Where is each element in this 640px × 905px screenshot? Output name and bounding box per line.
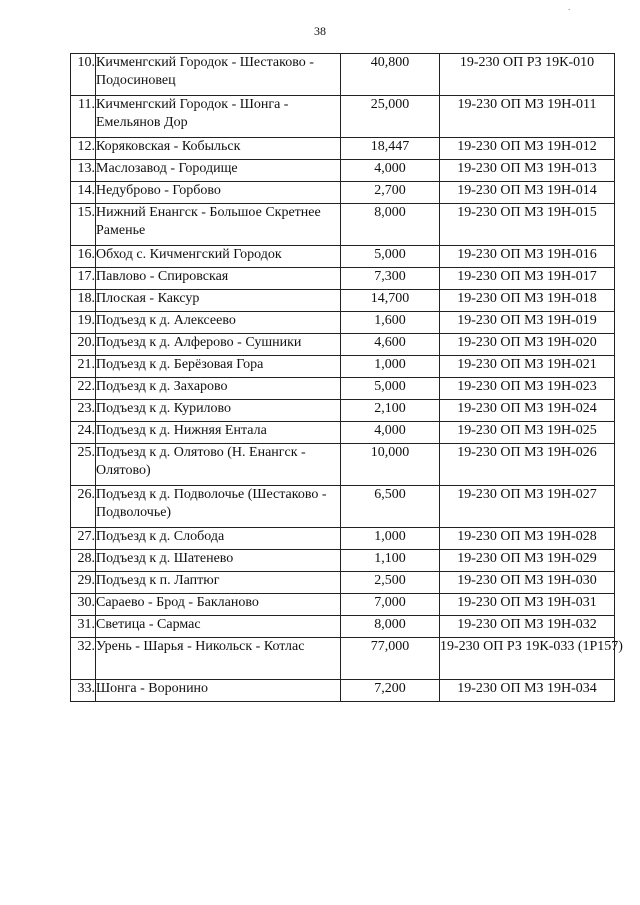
road-code-text: 19-230 ОП МЗ 19Н-030 bbox=[457, 573, 597, 588]
road-name: Нижний Енангск - Большое Скретнее Раменье bbox=[96, 204, 341, 246]
road-code bbox=[440, 138, 615, 160]
table-row bbox=[71, 638, 615, 680]
road-code-text: 19-230 ОП МЗ 19Н-011 bbox=[457, 97, 597, 112]
road-name: Плоская - Каксур bbox=[96, 290, 341, 312]
table-row bbox=[71, 444, 615, 486]
road-length: 1,600 bbox=[341, 312, 440, 334]
road-code-text: 19-230 ОП РЗ 19К-010 bbox=[459, 55, 595, 70]
row-number: 19. bbox=[71, 312, 96, 334]
row-number: 26. bbox=[71, 486, 96, 528]
road-code bbox=[440, 246, 615, 268]
road-code bbox=[440, 290, 615, 312]
road-length: 7,300 bbox=[341, 268, 440, 290]
road-code-text: 19-230 ОП МЗ 19Н-015 bbox=[457, 205, 597, 220]
table-row bbox=[71, 378, 615, 400]
table-row bbox=[71, 290, 615, 312]
road-code bbox=[440, 444, 615, 486]
road-code bbox=[440, 268, 615, 290]
row-number: 30. bbox=[71, 594, 96, 616]
road-code bbox=[440, 96, 615, 138]
road-code-text: 19-230 ОП МЗ 19Н-024 bbox=[457, 401, 597, 416]
road-code-text: 19-230 ОП МЗ 19Н-019 bbox=[457, 313, 597, 328]
table-row bbox=[71, 312, 615, 334]
road-code-text: 19-230 ОП МЗ 19Н-034 bbox=[457, 681, 597, 696]
road-length: 7,200 bbox=[341, 680, 440, 702]
table-row bbox=[71, 616, 615, 638]
row-number: 24. bbox=[71, 422, 96, 444]
row-number: 21. bbox=[71, 356, 96, 378]
road-code-text: 19-230 ОП МЗ 19Н-027 bbox=[457, 487, 597, 502]
road-length: 2,100 bbox=[341, 400, 440, 422]
road-code-text: 19-230 ОП МЗ 19Н-021 bbox=[457, 357, 597, 372]
road-name: Недуброво - Горбово bbox=[96, 182, 341, 204]
table-row bbox=[71, 54, 615, 96]
road-name: Светица - Сармас bbox=[96, 616, 341, 638]
road-length: 4,600 bbox=[341, 334, 440, 356]
row-number: 17. bbox=[71, 268, 96, 290]
road-length: 1,000 bbox=[341, 356, 440, 378]
road-name: Кичменгский Городок - Шонга - Емельянов Дор bbox=[96, 96, 341, 138]
road-length: 8,000 bbox=[341, 616, 440, 638]
road-code bbox=[440, 356, 615, 378]
road-name: Подъезд к д. Берёзовая Гора bbox=[96, 356, 341, 378]
road-code-text: 19-230 ОП МЗ 19Н-025 bbox=[457, 423, 597, 438]
road-length: 25,000 bbox=[341, 96, 440, 138]
row-number: 28. bbox=[71, 550, 96, 572]
road-code bbox=[440, 638, 623, 680]
row-number: 22. bbox=[71, 378, 96, 400]
road-code-text: 19-230 ОП МЗ 19Н-026 bbox=[457, 445, 597, 460]
road-length: 5,000 bbox=[341, 378, 440, 400]
road-name: Подъезд к д. Алферово - Сушники bbox=[96, 334, 341, 356]
road-code bbox=[440, 160, 615, 182]
table-row bbox=[71, 138, 615, 160]
row-number: 16. bbox=[71, 246, 96, 268]
road-code-text: 19-230 ОП МЗ 19Н-013 bbox=[457, 161, 597, 176]
road-length: 5,000 bbox=[341, 246, 440, 268]
road-name: Коряковская - Кобыльск bbox=[96, 138, 341, 160]
road-name: Подъезд к д. Захарово bbox=[96, 378, 341, 400]
road-code bbox=[440, 182, 615, 204]
table-row bbox=[71, 486, 615, 528]
row-number: 29. bbox=[71, 572, 96, 594]
road-length: 4,000 bbox=[341, 160, 440, 182]
road-code bbox=[440, 528, 615, 550]
road-name: Подъезд к д. Олятово (Н. Енангск - Олятово) bbox=[96, 444, 341, 486]
road-name: Урень - Шарья - Никольск - Котлас bbox=[96, 638, 341, 680]
road-length: 2,700 bbox=[341, 182, 440, 204]
table-row bbox=[71, 356, 615, 378]
road-length: 14,700 bbox=[341, 290, 440, 312]
road-code bbox=[440, 594, 615, 616]
road-register-table bbox=[70, 53, 623, 702]
row-number: 18. bbox=[71, 290, 96, 312]
road-name: Маслозавод - Городище bbox=[96, 160, 341, 182]
row-number: 32. bbox=[71, 638, 96, 680]
road-code-text: 19-230 ОП МЗ 19Н-032 bbox=[457, 617, 597, 632]
road-length: 40,800 bbox=[341, 54, 440, 96]
row-number: 12. bbox=[71, 138, 96, 160]
table-row bbox=[71, 334, 615, 356]
road-name: Подъезд к д. Алексеево bbox=[96, 312, 341, 334]
road-name: Подъезд к д. Шатенево bbox=[96, 550, 341, 572]
road-code bbox=[440, 312, 615, 334]
road-code-text: 19-230 ОП МЗ 19Н-029 bbox=[457, 551, 597, 566]
table-row bbox=[71, 550, 615, 572]
row-number: 25. bbox=[71, 444, 96, 486]
table-row bbox=[71, 246, 615, 268]
table-row bbox=[71, 268, 615, 290]
road-code bbox=[440, 400, 615, 422]
row-number: 10. bbox=[71, 54, 96, 96]
road-code bbox=[440, 616, 615, 638]
table-row bbox=[71, 680, 615, 702]
road-code-text: 19-230 ОП МЗ 19Н-023 bbox=[457, 379, 597, 394]
table-row bbox=[71, 528, 615, 550]
road-length: 18,447 bbox=[341, 138, 440, 160]
table-row bbox=[71, 400, 615, 422]
road-code bbox=[440, 486, 615, 528]
row-number: 31. bbox=[71, 616, 96, 638]
road-length: 6,500 bbox=[341, 486, 440, 528]
road-name: Обход с. Кичменгский Городок bbox=[96, 246, 341, 268]
row-number: 15. bbox=[71, 204, 96, 246]
road-code-text: 19-230 ОП МЗ 19Н-028 bbox=[457, 529, 597, 544]
road-length: 10,000 bbox=[341, 444, 440, 486]
row-number: 27. bbox=[71, 528, 96, 550]
row-number: 20. bbox=[71, 334, 96, 356]
road-name: Павлово - Спировская bbox=[96, 268, 341, 290]
road-code bbox=[440, 680, 615, 702]
road-length: 1,100 bbox=[341, 550, 440, 572]
road-code-text: 19-230 ОП МЗ 19Н-020 bbox=[457, 335, 597, 350]
road-length: 1,000 bbox=[341, 528, 440, 550]
road-code-text: 19-230 ОП МЗ 19Н-018 bbox=[457, 291, 597, 306]
road-code bbox=[440, 54, 615, 96]
road-name: Подъезд к п. Лаптюг bbox=[96, 572, 341, 594]
road-code-text: 19-230 ОП МЗ 19Н-016 bbox=[457, 247, 597, 262]
road-code bbox=[440, 334, 615, 356]
table-row bbox=[71, 96, 615, 138]
road-code bbox=[440, 550, 615, 572]
table-row bbox=[71, 422, 615, 444]
scan-corner-mark: . bbox=[568, 2, 571, 12]
road-length: 2,500 bbox=[341, 572, 440, 594]
table-row bbox=[71, 572, 615, 594]
road-name: Шонга - Воронино bbox=[96, 680, 341, 702]
road-code-text: 19-230 ОП РЗ 19К-033 (1Р157) bbox=[440, 639, 623, 654]
table-row bbox=[71, 182, 615, 204]
row-number: 11. bbox=[71, 96, 96, 138]
table-row bbox=[71, 594, 615, 616]
road-name: Подъезд к д. Подволочье (Шестаково - Подволочье) bbox=[96, 486, 341, 528]
row-number: 14. bbox=[71, 182, 96, 204]
road-code bbox=[440, 378, 615, 400]
road-code-text: 19-230 ОП МЗ 19Н-031 bbox=[457, 595, 597, 610]
row-number: 23. bbox=[71, 400, 96, 422]
road-name: Подъезд к д. Нижняя Ентала bbox=[96, 422, 341, 444]
road-code-text: 19-230 ОП МЗ 19Н-017 bbox=[457, 269, 597, 284]
row-number: 13. bbox=[71, 160, 96, 182]
road-length: 77,000 bbox=[341, 638, 440, 680]
road-length: 8,000 bbox=[341, 204, 440, 246]
road-length: 7,000 bbox=[341, 594, 440, 616]
road-length: 4,000 bbox=[341, 422, 440, 444]
road-code-text: 19-230 ОП МЗ 19Н-012 bbox=[457, 139, 597, 154]
road-code bbox=[440, 422, 615, 444]
table-row bbox=[71, 204, 615, 246]
page-number: 38 bbox=[314, 24, 326, 38]
road-name: Подъезд к д. Слобода bbox=[96, 528, 341, 550]
road-code-text: 19-230 ОП МЗ 19Н-014 bbox=[457, 183, 597, 198]
row-number: 33. bbox=[71, 680, 96, 702]
road-code bbox=[440, 572, 615, 594]
road-name: Кичменгский Городок - Шестаково - Подосиновец bbox=[96, 54, 341, 96]
road-name: Сараево - Брод - Бакланово bbox=[96, 594, 341, 616]
table-row bbox=[71, 160, 615, 182]
road-name: Подъезд к д. Курилово bbox=[96, 400, 341, 422]
road-code bbox=[440, 204, 615, 246]
